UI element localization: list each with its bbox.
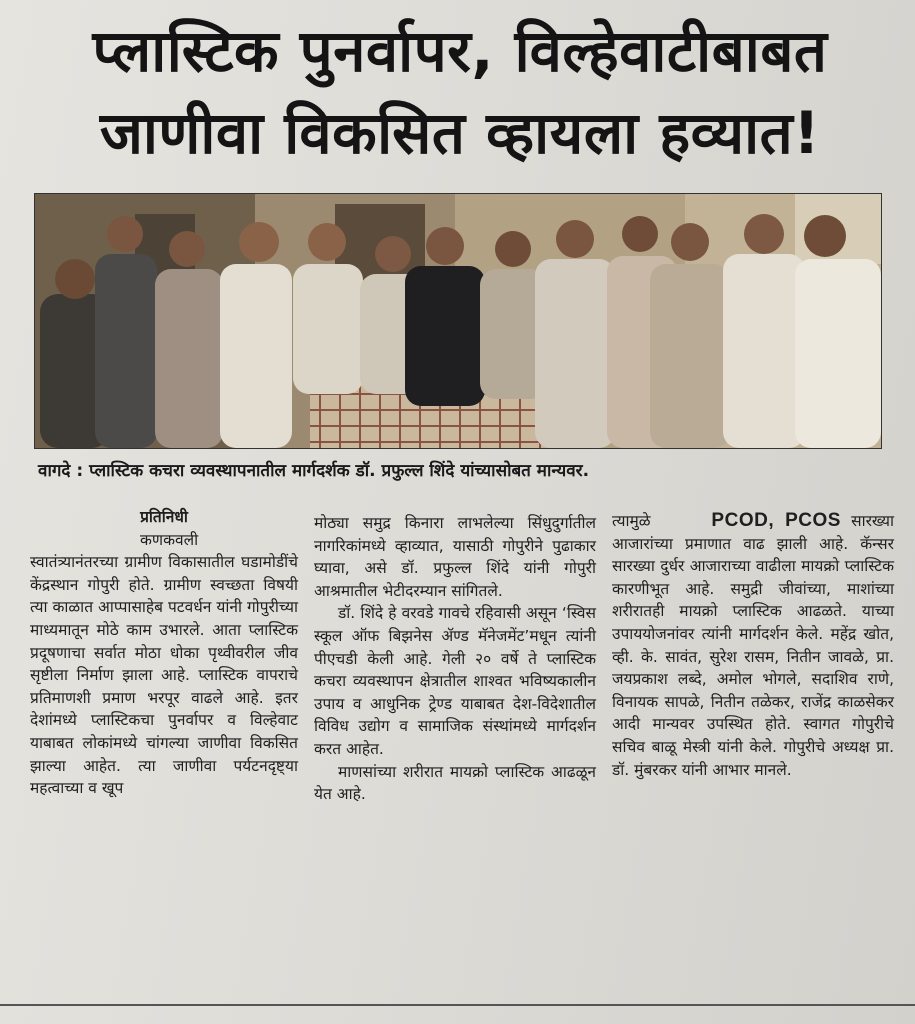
article-column-1 [30, 506, 298, 800]
article-paragraph [612, 510, 894, 781]
photo-caption: वागदे : प्लास्टिक कचरा व्यवस्थापनातील मार्गदर्शक डॉ. प्रफुल्ल शिंदे यांच्यासोबत मान्यवर. [38, 461, 590, 481]
article-paragraph: डॉ. शिंदे हे वरवडे गावचे रहिवासी असून ‘स्विस स्कूल ऑफ बिझनेस ॲण्ड मॅनेजमेंट’मधून त्यांनी पीएचडी केली आहे. गेली २० वर्षे ते प्लास्टिक कचरा व्यवस्थापन क्षेत्रातील शाश्वत भविष्यकालीन उपाय व आधुनिक ट्रेण्ड याबाबत देश-विदेशातील विविध उद्योग व सामाजिक संस्थांमध्ये मार्गदर्शन करत आहेत. [314, 604, 596, 758]
article-column-2 [314, 512, 596, 806]
article-column-3 [612, 510, 894, 781]
article-paragraph: माणसांच्या शरीरात मायक्रो प्लास्टिक आढळून येत आहे. [314, 762, 596, 804]
bottom-rule [0, 1004, 915, 1006]
column-3-rest: सारख्या आजारांच्या प्रमाणात वाढ झाली आहे. कॅन्सर सारख्या दुर्धर आजाराच्या वाढीला मायक्रो प्लास्टिक कारणीभूत आहे. समुद्री जीवांच्या, माशांच्या शरीरातही मायक्रो प्लास्टिक आढळते. याच्या उपाययोजनांवर त्यांनी मार्गदर्शन केले. महेंद्र खोत, व्ही. के. सावंत, सुरेश रासम, नितीन जावळे, प्रा. जयप्रकाश लब्दे, अमोल भोगले, सदाशिव राणे, विनायक सापळे, नितीन तळेकर, राजेंद्र काळसेकर आदी मान्यवर उपस्थित होते. स्वागत गोपुरीचे सचिव बाळू मेस्त्री यांनी केले. गोपुरीचे अध्यक्ष प्रा. डॉ. मुंबरकर यांनी आभार मानले. [612, 512, 894, 779]
dateline-place: कणकवली [140, 530, 199, 549]
headline-line-2: जाणीवा विकसित व्हायला हव्यात! [99, 99, 821, 167]
article-paragraph: स्वातंत्र्यानंतरच्या ग्रामीण विकासातील घडामोडींचे केंद्रस्थान गोपुरी होते. ग्रामीण स्वच्छता विषयी त्या काळात आप्पासाहेब पटवर्धन यांनी गोपुरीच्या माध्यमातून मोठे काम उभारले. आता प्लास्टिक प्रदूषणाचा सर्वात मोठा धोका पृथ्वीवरील जीव सृष्टीला निर्माण झाला आहे. प्लास्टिक वापराचे प्रतिमाणशी प्रमाण भरपूर वाढले आहे. इतर देशांमध्ये प्लास्टिकचा पुनर्वापर व विल्हेवाट याबाबत लोकांमध्ये चांगल्या जाणीवा विकसित झाल्या आहेत. त्या जाणीवा पर्यटनदृष्ट्या महत्वाच्या व खूप [30, 553, 298, 798]
group-photo [34, 193, 882, 449]
disease-terms: PCOD, PCOS [711, 510, 841, 531]
byline: प्रतिनिधी [140, 508, 188, 526]
column-3-start: त्यामुळे [612, 512, 651, 530]
headline-line-1: प्लास्टिक पुनर्वापर, विल्हेवाटीबाबत [92, 17, 828, 85]
headline [30, 10, 890, 174]
article-paragraph: मोठ्या समुद्र किनारा लाभलेल्या सिंधुदुर्गातील नागरिकांमध्ये व्हाव्यात, यासाठी गोपुरीने पुढाकार घ्यावा, असे डॉ. प्रफुल्ल शिंदे यांनी गोपुरी आश्रमातील भेटीदरम्यान सांगितले. [314, 514, 596, 600]
